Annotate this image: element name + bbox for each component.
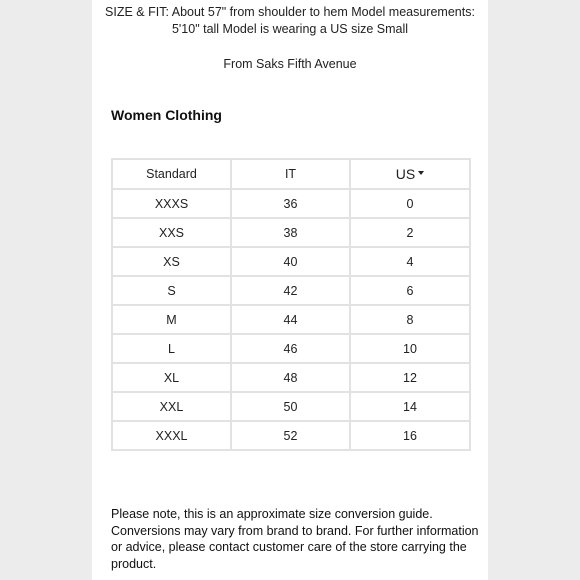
table-row (112, 218, 470, 247)
cell-us: 6 (350, 276, 470, 305)
cell-us: 8 (350, 305, 470, 334)
cell-standard: M (112, 305, 231, 334)
header-it: IT (231, 159, 350, 189)
table-header-row (112, 159, 470, 189)
header-us-label: US (395, 166, 416, 182)
cell-us: 2 (350, 218, 470, 247)
cell-it: 52 (231, 421, 350, 450)
header-us[interactable] (350, 159, 470, 189)
cell-us: 10 (350, 334, 470, 363)
table-row (112, 392, 470, 421)
size-conversion-table (111, 158, 471, 451)
size-fit-description: SIZE & FIT: About 57" from shoulder to hem Model measurements: 5'10" tall Model is wearing a US size Small (105, 5, 475, 36)
cell-standard: XXXS (112, 189, 231, 218)
cell-us: 14 (350, 392, 470, 421)
cell-standard: XS (112, 247, 231, 276)
table-row (112, 421, 470, 450)
table-row (112, 363, 470, 392)
source-text: From Saks Fifth Avenue (223, 57, 357, 71)
cell-standard: XL (112, 363, 231, 392)
cell-it: 48 (231, 363, 350, 392)
table-row (112, 247, 470, 276)
table-row (112, 189, 470, 218)
cell-it: 36 (231, 189, 350, 218)
size-guide-card (92, 0, 488, 580)
cell-standard: XXXL (112, 421, 231, 450)
cell-it: 38 (231, 218, 350, 247)
table-row (112, 276, 470, 305)
cell-standard: S (112, 276, 231, 305)
cell-it: 46 (231, 334, 350, 363)
conversion-note: Please note, this is an approximate size conversion guide. Conversions may vary from brand to brand. For further information or advice, please contact customer care of the store carrying the product. (111, 507, 479, 572)
cell-us: 0 (350, 189, 470, 218)
cell-it: 42 (231, 276, 350, 305)
table-row (112, 334, 470, 363)
cell-it: 50 (231, 392, 350, 421)
table-row (112, 305, 470, 334)
section-title: Women Clothing (111, 107, 222, 123)
cell-us: 12 (350, 363, 470, 392)
header-standard: Standard (112, 159, 231, 189)
cell-standard: XXL (112, 392, 231, 421)
cell-standard: L (112, 334, 231, 363)
cell-it: 44 (231, 305, 350, 334)
caret-down-icon (418, 171, 424, 175)
cell-standard: XXS (112, 218, 231, 247)
cell-it: 40 (231, 247, 350, 276)
cell-us: 16 (350, 421, 470, 450)
table-body (112, 189, 470, 450)
us-sort-toggle[interactable] (396, 166, 424, 182)
cell-us: 4 (350, 247, 470, 276)
